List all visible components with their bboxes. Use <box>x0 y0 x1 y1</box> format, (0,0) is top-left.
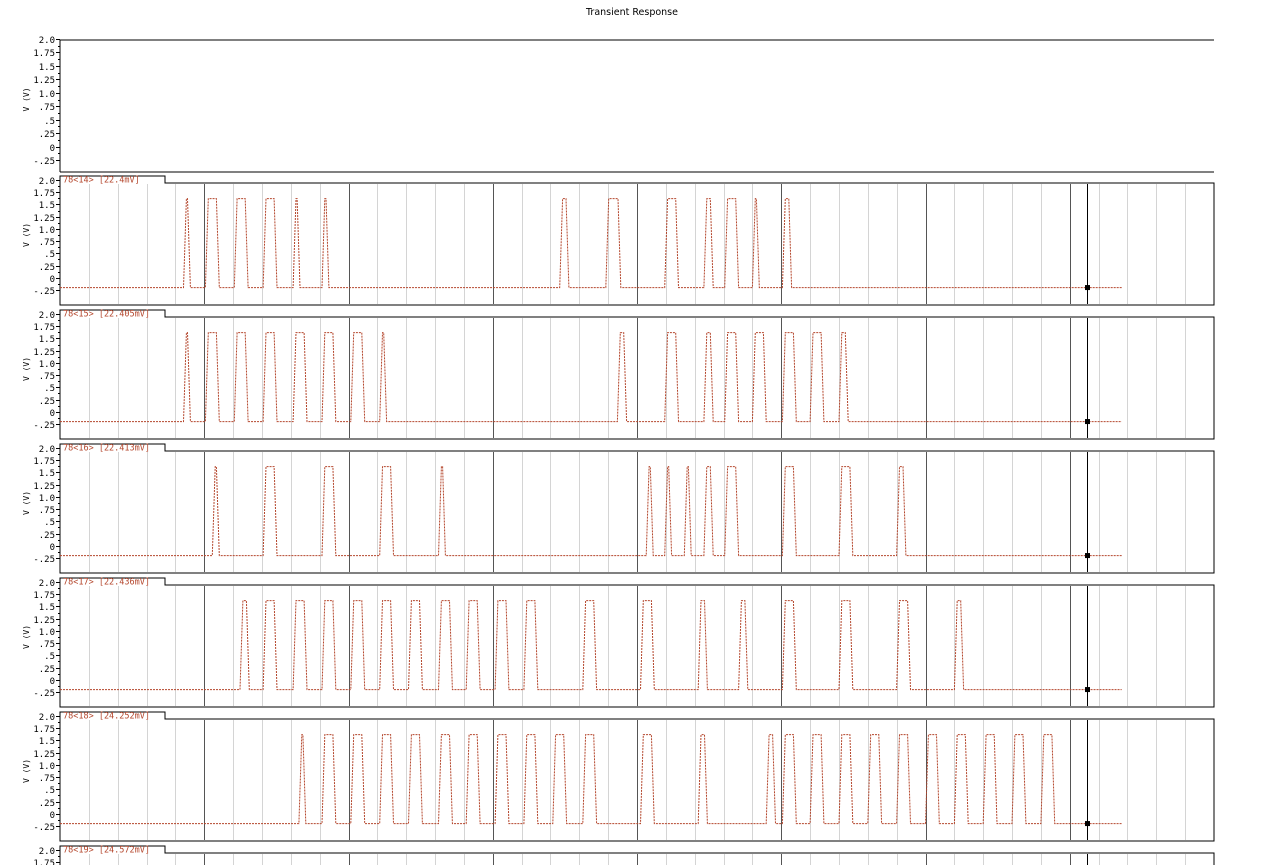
y-tick-label: 1.0 <box>38 494 55 504</box>
marker-point[interactable] <box>1085 553 1090 558</box>
y-tick-label: .25 <box>38 130 55 140</box>
marker-point[interactable] <box>1085 687 1090 692</box>
y-tick-label: 1.75 <box>33 49 55 59</box>
y-tick-label: 1.5 <box>38 737 55 747</box>
panel-0 <box>22 36 1214 172</box>
y-tick-label: 1.75 <box>33 859 55 865</box>
y-tick-label: 2.0 <box>38 847 55 857</box>
y-axis-label: V (V) <box>22 356 31 382</box>
panel-5 <box>22 712 1214 842</box>
chart-title: Transient Response <box>586 7 678 18</box>
waveform-trace <box>60 735 1122 824</box>
y-tick-label: 1.5 <box>38 603 55 613</box>
y-tick-label: .25 <box>38 531 55 541</box>
y-tick-label: 1.0 <box>38 360 55 370</box>
signal-label: 78<16> [22.413mV] <box>63 443 150 454</box>
y-tick-label: 2.0 <box>38 311 55 321</box>
marker-point[interactable] <box>1085 821 1090 826</box>
waveform-trace <box>60 333 1122 422</box>
y-tick-label: 1.25 <box>33 76 55 86</box>
y-tick-label: .5 <box>44 518 55 528</box>
signal-label: 78<19> [24.572mV] <box>63 845 150 856</box>
marker-point[interactable] <box>1085 285 1090 290</box>
y-tick-label: 1.5 <box>38 335 55 345</box>
y-tick-label: .75 <box>38 372 55 382</box>
signal-label: 78<14> [22.4mV] <box>63 175 140 186</box>
y-tick-label: 1.0 <box>38 226 55 236</box>
waveform-trace <box>60 199 1122 288</box>
y-tick-label: 1.75 <box>33 189 55 199</box>
y-tick-label: .75 <box>38 774 55 784</box>
y-tick-label: .5 <box>44 384 55 394</box>
panel-2 <box>22 310 1214 440</box>
y-tick-label: 1.25 <box>33 750 55 760</box>
y-tick-label: 1.75 <box>33 323 55 333</box>
y-axis-label: V (V) <box>22 490 31 516</box>
y-tick-label: 2.0 <box>38 579 55 589</box>
y-tick-label: 1.75 <box>33 725 55 735</box>
signal-label: 78<15> [22.405mV] <box>63 309 150 320</box>
y-tick-label: -.25 <box>33 555 55 565</box>
y-tick-label: 1.0 <box>38 90 55 100</box>
panel-6 <box>22 846 1214 865</box>
y-tick-label: -.25 <box>33 689 55 699</box>
y-tick-label: 0 <box>49 543 55 553</box>
y-tick-label: 2.0 <box>38 445 55 455</box>
y-tick-label: .5 <box>44 652 55 662</box>
y-tick-label: -.25 <box>33 157 55 167</box>
y-axis-label: V (V) <box>22 87 31 112</box>
waveform-trace <box>60 467 1122 556</box>
y-tick-label: 2.0 <box>38 177 55 187</box>
y-tick-label: .25 <box>38 799 55 809</box>
panel-1 <box>22 176 1214 306</box>
y-tick-label: 0 <box>49 811 55 821</box>
y-tick-label: .25 <box>38 397 55 407</box>
y-tick-label: 0 <box>49 409 55 419</box>
y-tick-label: 1.5 <box>38 63 55 73</box>
y-tick-label: .75 <box>38 506 55 516</box>
y-tick-label: -.25 <box>33 823 55 833</box>
y-tick-label: .25 <box>38 263 55 273</box>
y-tick-label: -.25 <box>33 287 55 297</box>
y-tick-label: 0 <box>49 275 55 285</box>
y-axis-label: V (V) <box>22 758 31 784</box>
y-tick-label: 1.75 <box>33 457 55 467</box>
y-tick-label: .75 <box>38 103 55 113</box>
y-axis-label: V (V) <box>22 222 31 248</box>
y-tick-label: .25 <box>38 665 55 675</box>
y-tick-label: 1.5 <box>38 469 55 479</box>
y-tick-label: .75 <box>38 238 55 248</box>
y-tick-label: -.25 <box>33 421 55 431</box>
y-tick-label: 0 <box>49 677 55 687</box>
panel-4 <box>22 578 1214 708</box>
y-tick-label: .75 <box>38 640 55 650</box>
y-tick-label: .5 <box>44 786 55 796</box>
y-tick-label: 1.25 <box>33 348 55 358</box>
y-tick-label: 2.0 <box>38 36 55 46</box>
y-tick-label: 1.25 <box>33 482 55 492</box>
panel-3 <box>22 444 1214 574</box>
y-tick-label: 1.25 <box>33 616 55 626</box>
y-tick-label: 1.0 <box>38 762 55 772</box>
y-tick-label: 1.0 <box>38 628 55 638</box>
y-tick-label: 2.0 <box>38 713 55 723</box>
waveform-trace <box>60 601 1122 690</box>
signal-label: 78<18> [24.252mV] <box>63 711 150 722</box>
panels-layer <box>22 36 1214 865</box>
y-tick-label: .5 <box>44 117 55 127</box>
signal-label: 78<17> [22.436mV] <box>63 577 150 588</box>
y-axis-label: V (V) <box>22 624 31 650</box>
y-tick-label: 1.5 <box>38 201 55 211</box>
y-tick-label: 1.25 <box>33 214 55 224</box>
marker-point[interactable] <box>1085 419 1090 424</box>
y-tick-label: 0 <box>49 144 55 154</box>
y-tick-label: .5 <box>44 250 55 260</box>
y-tick-label: 1.75 <box>33 591 55 601</box>
